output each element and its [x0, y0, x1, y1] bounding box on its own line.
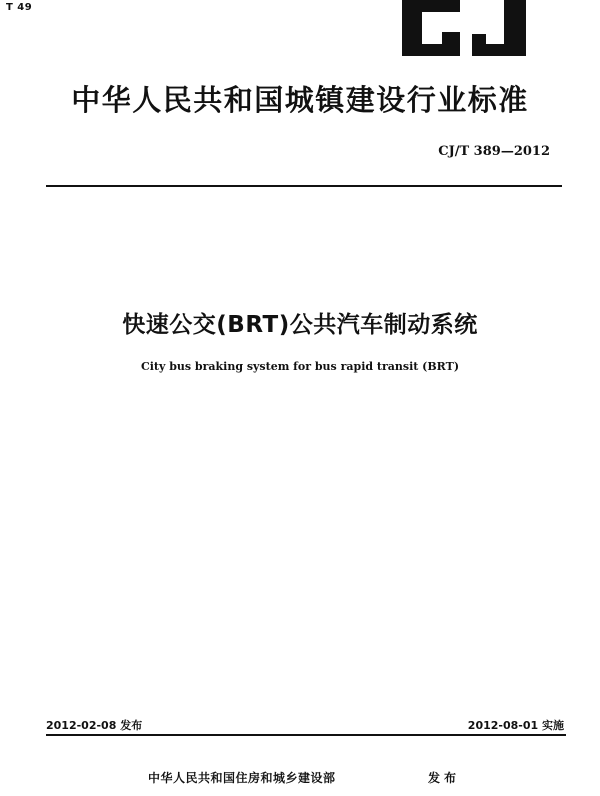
footer-divider [46, 734, 566, 736]
title-english: City bus braking system for bus rapid transit (BRT) [140, 360, 460, 373]
standard-category: 中华人民共和国城镇建设行业标准 [71, 83, 529, 117]
issuer: 中华人民共和国住房和城乡建设部 [148, 771, 336, 785]
standard-number: CJ/T 389—2012 [438, 144, 550, 159]
cj-logo [398, 0, 528, 56]
implementation-date: 2012-08-01 实施 [467, 719, 564, 732]
ics-code: T 49 [6, 2, 33, 13]
title-chinese: 快速公交(BRT)公共汽车制动系统 [122, 312, 478, 338]
header-divider [46, 185, 562, 187]
issuer-action: 发布 [428, 771, 461, 785]
issue-date: 2012-02-08 发布 [46, 719, 143, 732]
